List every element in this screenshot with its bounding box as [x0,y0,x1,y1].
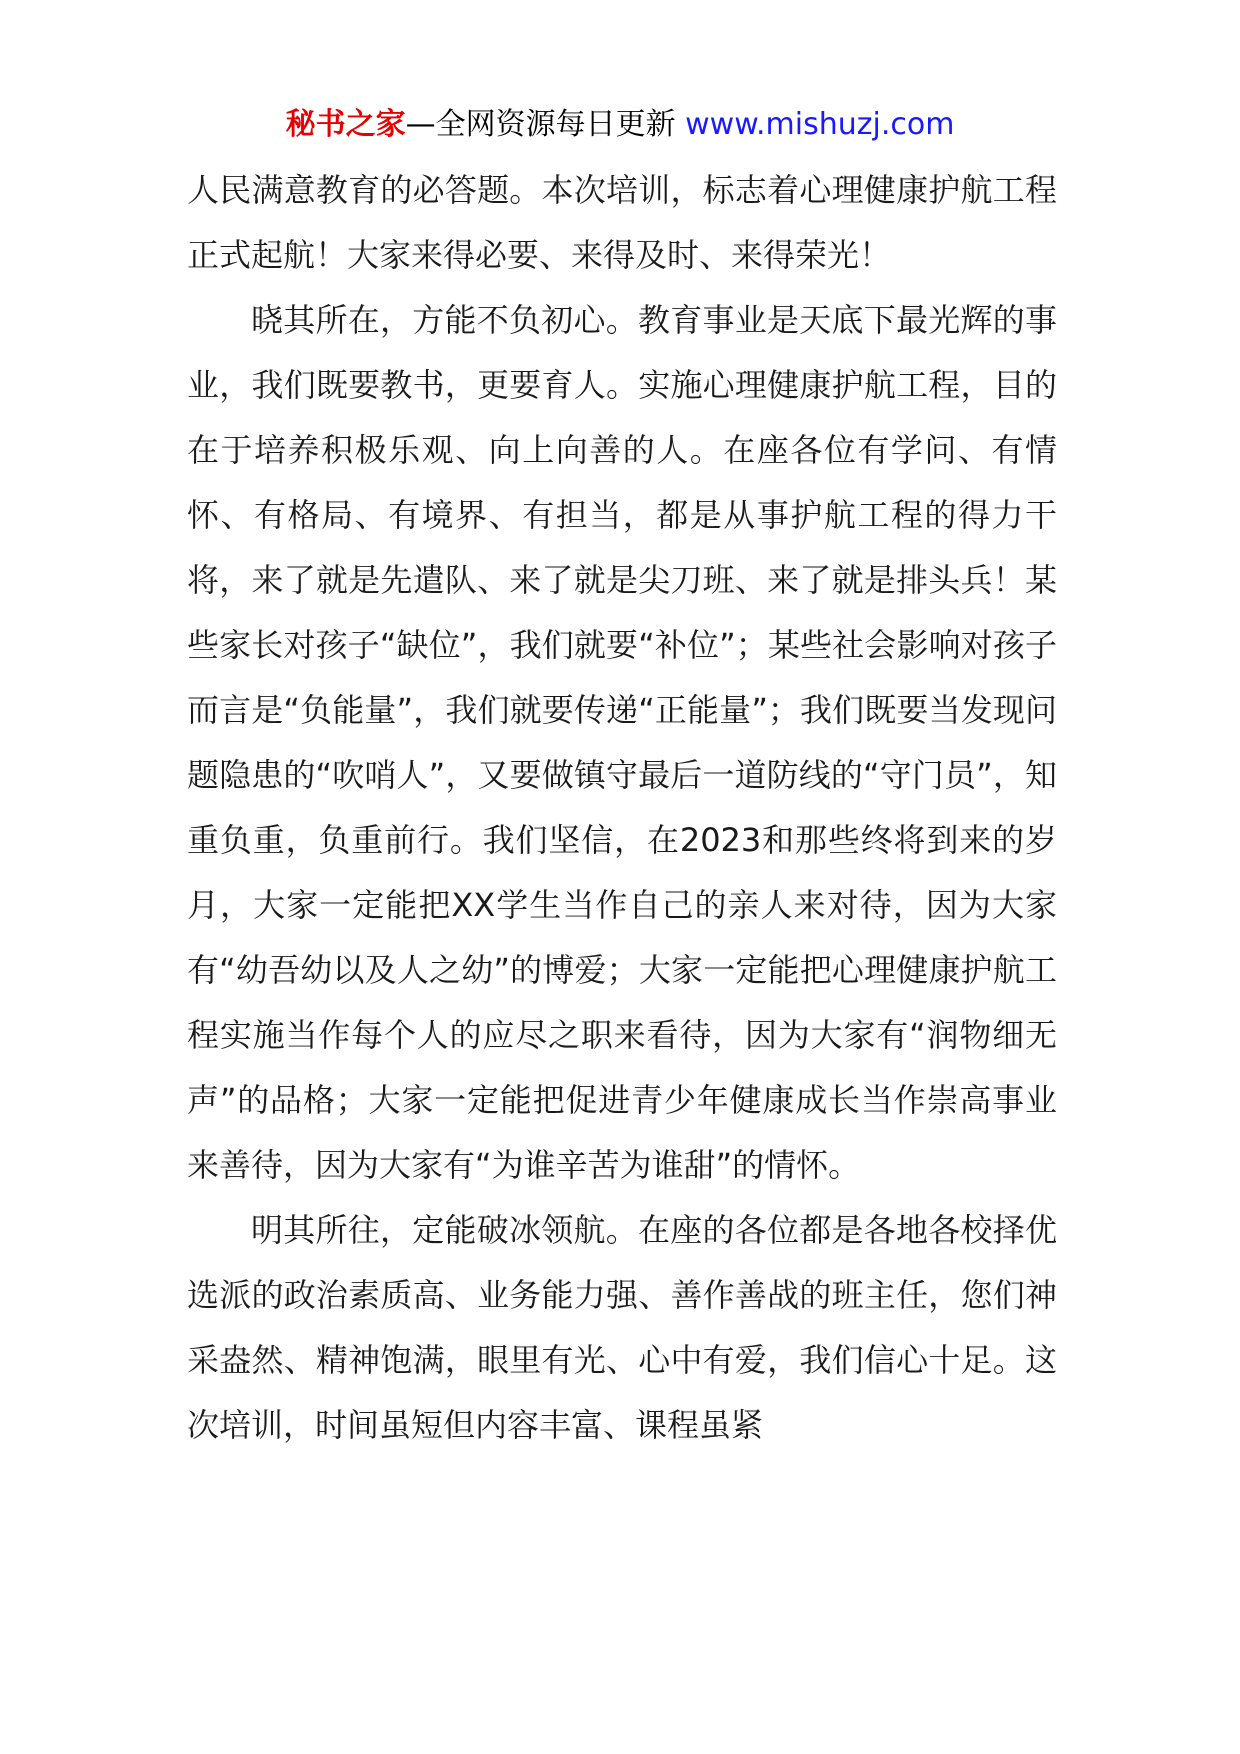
site-header [0,100,1240,150]
document-body [187,158,1057,1458]
site-url-link[interactable]: www.mishuzj.com [685,107,955,142]
paragraph: 晓其所在，方能不负初心。教育事业是天底下最光辉的事业，我们既要教书，更要育人。实施心理健康护航工程，目的在于培养积极乐观、向上向善的人。在座各位有学问、有情怀、有格局、有境界、有担当，都是从事护航工程的得力干将，来了就是先遣队、来了就是尖刀班、来了就是排头兵！某些家长对孩子“缺位”，我们就要“补位”；某些社会影响对孩子而言是“负能量”，我们就要传递“正能量”；我们既要当发现问题隐患的“吹哨人”，又要做镇守最后一道防线的“守门员”，知重负重，负重前行。我们坚信，在2023和那些终将到来的岁月，大家一定能把XX学生当作自己的亲人来对待，因为大家有“幼吾幼以及人之幼”的博爱；大家一定能把心理健康护航工程实施当作每个人的应尽之职来看待，因为大家有“润物细无声”的品格；大家一定能把促进青少年健康成长当作崇高事业来善待，因为大家有“为谁辛苦为谁甜”的情怀。 [187,301,1057,1184]
site-brand: 秘书之家 [285,107,406,142]
paragraph: 明其所往，定能破冰领航。在座的各位都是各地各校择优选派的政治素质高、业务能力强、善作善战的班主任，您们神采盎然、精神饱满，眼里有光、心中有爱，我们信心十足。这次培训，时间虽短但内容丰富、课程虽紧 [187,1211,1057,1444]
paragraph-continuation: 人民满意教育的必答题。本次培训，标志着心理健康护航工程正式起航！大家来得必要、来得及时、来得荣光！ [187,171,1057,274]
site-tagline: —全网资源每日更新 [405,107,676,142]
